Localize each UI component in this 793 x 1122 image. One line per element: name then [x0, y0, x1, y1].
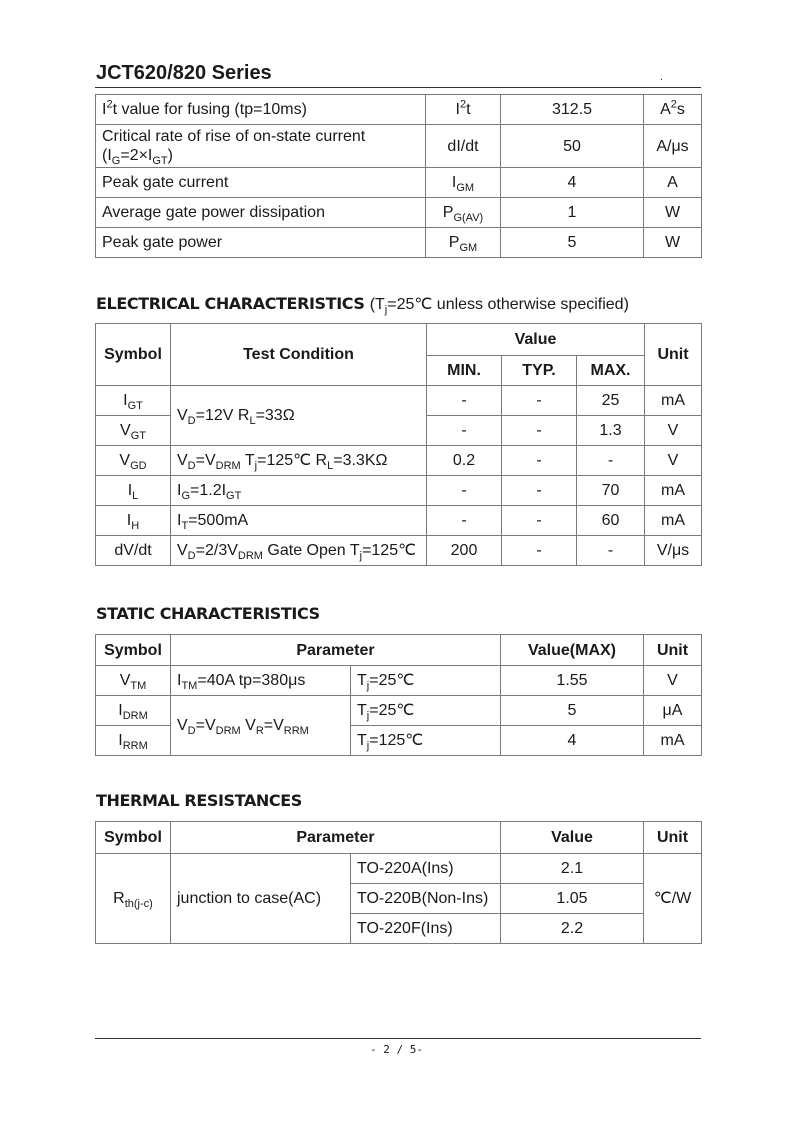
value-cell: 2.1 — [501, 854, 644, 884]
symbol-cell: $I_{DRM}$ — [96, 696, 171, 726]
min-cell: - — [427, 386, 502, 416]
section-title-thermal: THERMAL RESISTANCES — [96, 791, 302, 810]
header-unit: Unit — [645, 324, 702, 386]
unit-cell: W — [644, 228, 702, 258]
table-row — [96, 228, 702, 258]
min-cell: - — [427, 506, 502, 536]
document-title: JCT620/820 Series — [96, 62, 272, 84]
value-cell: 50 — [501, 125, 644, 168]
header-symbol: Symbol — [96, 635, 171, 666]
header-parameter: Parameter — [171, 635, 501, 666]
value-cell: 4 — [501, 168, 644, 198]
symbol-cell: $I_{GM}$ — [426, 168, 501, 198]
symbol-cell: $R_{th(j-c)}$ — [96, 854, 171, 944]
header-unit: Unit — [644, 635, 702, 666]
param-cell: Peak gate power — [96, 228, 426, 258]
value-cell: 312.5 — [501, 95, 644, 125]
header-dot: . — [660, 72, 663, 83]
symbol-cell: $V_{GD}$ — [96, 446, 171, 476]
section-title-electrical: ELECTRICAL CHARACTERISTICS ($T_j=25℃$ unless otherwise specified) — [96, 294, 629, 317]
header-value-max: Value(MAX) — [501, 635, 644, 666]
table-row — [96, 386, 702, 416]
temp-cell: $T_j=25℃$ — [351, 666, 501, 696]
header-rule — [95, 87, 701, 88]
header-parameter: Parameter — [171, 822, 501, 854]
unit-cell: μA — [644, 696, 702, 726]
symbol-cell: $P_{GM}$ — [426, 228, 501, 258]
param-cell: $V_D=V_{DRM}$ $V_R=V_{RRM}$ — [171, 696, 351, 756]
value-cell: 1 — [501, 198, 644, 228]
table-row — [96, 666, 702, 696]
unit-cell: $A^2s$ — [644, 95, 702, 125]
temp-cell: $T_j=125℃$ — [351, 726, 501, 756]
symbol-cell: $I_{RRM}$ — [96, 726, 171, 756]
condition-cell: $V_D=V_{DRM}$ $T_j=125℃$ $R_L=3.3K\Omega$ — [171, 446, 427, 476]
symbol-cell: $V_{TM}$ — [96, 666, 171, 696]
table-row — [96, 476, 702, 506]
static-table — [95, 634, 702, 756]
condition-cell: $V_D=2/3V_{DRM}$ Gate Open $T_j=125℃$ — [171, 536, 427, 566]
unit-cell: W — [644, 198, 702, 228]
value-cell: 5 — [501, 228, 644, 258]
symbol-cell: $V_{GT}$ — [96, 416, 171, 446]
typ-cell: - — [502, 446, 577, 476]
header-min: MIN. — [427, 356, 502, 386]
package-cell: TO-220A(Ins) — [351, 854, 501, 884]
unit-cell: mA — [645, 506, 702, 536]
header-unit: Unit — [644, 822, 702, 854]
typ-cell: - — [502, 386, 577, 416]
typ-cell: - — [502, 506, 577, 536]
value-cell: 4 — [501, 726, 644, 756]
min-cell: - — [427, 476, 502, 506]
typ-cell: - — [502, 536, 577, 566]
symbol-cell: $I_L$ — [96, 476, 171, 506]
param-cell: junction to case(AC) — [171, 854, 351, 944]
symbol-cell: $I_H$ — [96, 506, 171, 536]
condition-cell: $I_T=500mA$ — [171, 506, 427, 536]
value-cell: 1.05 — [501, 884, 644, 914]
value-cell: 5 — [501, 696, 644, 726]
package-cell: TO-220B(Non-Ins) — [351, 884, 501, 914]
header-max: MAX. — [577, 356, 645, 386]
electrical-table — [95, 323, 702, 566]
package-cell: TO-220F(Ins) — [351, 914, 501, 944]
max-cell: 1.3 — [577, 416, 645, 446]
value-cell: 2.2 — [501, 914, 644, 944]
section-note: ($T_j=25℃$ unless otherwise specified) — [369, 296, 629, 317]
table-row — [96, 168, 702, 198]
min-cell: - — [427, 416, 502, 446]
unit-cell: V — [645, 446, 702, 476]
symbol-cell: dV/dt — [96, 536, 171, 566]
max-cell: 25 — [577, 386, 645, 416]
table-row — [96, 854, 702, 884]
unit-cell: mA — [644, 726, 702, 756]
condition-cell: $I_G=1.2I_{GT}$ — [171, 476, 427, 506]
unit-cell: mA — [645, 476, 702, 506]
table-row — [96, 95, 702, 125]
header-value: Value — [427, 324, 645, 356]
min-cell: 0.2 — [427, 446, 502, 476]
unit-cell: A — [644, 168, 702, 198]
param-cell: Average gate power dissipation — [96, 198, 426, 228]
param-cell: $I_{TM}=40A$ tp=380μs — [171, 666, 351, 696]
table-row — [96, 696, 702, 726]
thermal-table — [95, 821, 702, 944]
header-test-condition: Test Condition — [171, 324, 427, 386]
unit-cell: ℃/W — [644, 854, 702, 944]
value-cell: 1.55 — [501, 666, 644, 696]
param-cell: $I^2t$ value for fusing (tp=10ms) — [96, 95, 426, 125]
condition-cell: $V_D=12V$ $R_L=33\Omega$ — [171, 386, 427, 446]
temp-cell: $T_j=25℃$ — [351, 696, 501, 726]
table-row — [96, 198, 702, 228]
unit-cell: A/μs — [644, 125, 702, 168]
symbol-cell: dI/dt — [426, 125, 501, 168]
table-row — [96, 536, 702, 566]
footer-rule — [95, 1038, 701, 1039]
unit-cell: V — [645, 416, 702, 446]
header-value: Value — [501, 822, 644, 854]
symbol-cell: $P_{G(AV)}$ — [426, 198, 501, 228]
header-typ: TYP. — [502, 356, 577, 386]
param-cell: Peak gate current — [96, 168, 426, 198]
section-title-static: STATIC CHARACTERISTICS — [96, 604, 320, 623]
header-symbol: Symbol — [96, 822, 171, 854]
unit-cell: V — [644, 666, 702, 696]
unit-cell: mA — [645, 386, 702, 416]
max-cell: 60 — [577, 506, 645, 536]
symbol-cell: $I^2t$ — [426, 95, 501, 125]
ratings-table — [95, 94, 702, 258]
table-row — [96, 506, 702, 536]
typ-cell: - — [502, 416, 577, 446]
table-row — [96, 446, 702, 476]
unit-cell: V/μs — [645, 536, 702, 566]
max-cell: - — [577, 446, 645, 476]
max-cell: - — [577, 536, 645, 566]
min-cell: 200 — [427, 536, 502, 566]
max-cell: 70 — [577, 476, 645, 506]
page-number: - 2 / 5- — [370, 1043, 423, 1056]
symbol-cell: $I_{GT}$ — [96, 386, 171, 416]
table-row — [96, 125, 702, 168]
header-symbol: Symbol — [96, 324, 171, 386]
param-cell: Critical rate of rise of on-state current $(I_G=2\times I_{GT})$ — [96, 125, 426, 168]
typ-cell: - — [502, 476, 577, 506]
